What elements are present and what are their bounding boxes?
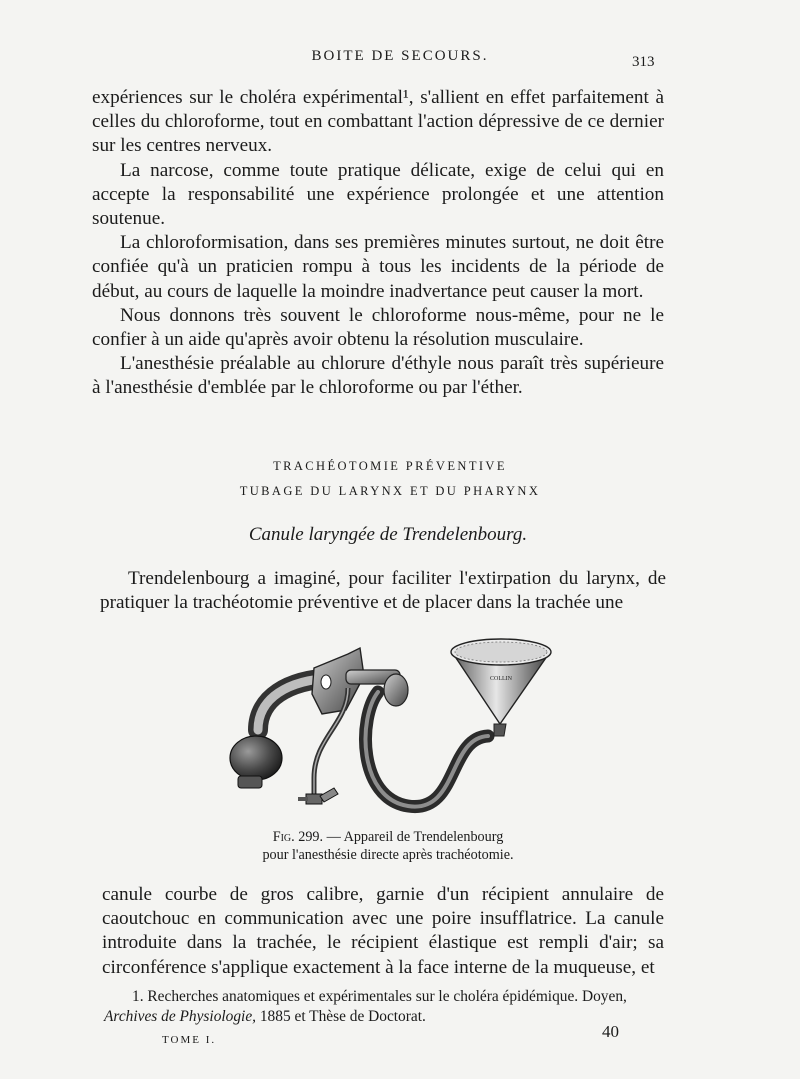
paragraph: canule courbe de gros calibre, garnie d'un récipient annulaire de caoutchouc en communication avec une poire insufflatrice. La canule introduite dans la trachée, le récipient élastique est rempli d'air; sa circonférence s'applique exactement à la face interne de la muqueuse, et	[102, 884, 664, 978]
figure-label: Fig. 299.	[272, 829, 324, 845]
figure-caption-text: — Appareil de Trendelenbourg	[323, 829, 504, 845]
connector-joint	[384, 674, 408, 706]
running-title: BOITE DE SECOURS.	[311, 48, 489, 64]
top-text-block	[92, 86, 664, 401]
flexible-hose	[366, 692, 488, 807]
figure-caption-line2: pour l'anesthésie directe après trachéotomie.	[262, 847, 514, 863]
middle-text-block	[100, 567, 666, 615]
paragraph: expériences sur le choléra expérimental¹, s'allient en effet parfaitement à celles du chloroforme, tout en combattant l'action dépressive de ce dernier sur les centres nerveux.	[92, 87, 664, 157]
section-heading-2: TUBAGE DU LARYNX ET DU PHARYNX	[239, 484, 541, 498]
figure-caption-line1	[0, 829, 776, 846]
paragraph: L'anesthésie préalable au chlorure d'éthyle nous paraît très supérieure à l'anesthésie d'emblée par le chloroforme ou par l'éther.	[92, 353, 664, 399]
trendelenburg-apparatus-figure	[228, 628, 568, 824]
stopcock	[298, 788, 338, 804]
paragraph: La narcose, comme toute pratique délicate, exige de celui qui en accepte la responsabilité une expérience prolongée et une attention soutenue.	[92, 159, 664, 230]
footnote-line2: 1885 et Thèse de Doctorat.	[256, 1008, 426, 1025]
bottom-text-block	[102, 883, 664, 980]
footnote-journal: Archives de Physiologie,	[104, 1008, 257, 1025]
rubber-balloon	[230, 736, 282, 780]
apparatus-illustration	[228, 628, 568, 824]
subsection-title: Canule laryngée de Trendelenbourg.	[248, 524, 528, 545]
footnote	[104, 987, 680, 1027]
page-number: 313	[632, 54, 655, 70]
footnote-line1: 1. Recherches anatomiques et expérimentales sur le choléra épidémique. Doyen,	[132, 988, 627, 1005]
sheet-number: 40	[602, 1022, 619, 1041]
paragraph: Trendelenbourg a imaginé, pour faciliter l'extirpation du larynx, de pratiquer la trachéotomie préventive et de placer dans la trachée une	[100, 568, 666, 614]
paragraph: Nous donnons très souvent le chloroforme nous-même, pour ne le confier à un aide qu'après avoir obtenu la résolution musculaire.	[92, 304, 664, 351]
maker-mark: COLLIN	[490, 676, 512, 682]
signature-mark: TOME I.	[162, 1034, 217, 1046]
section-heading-1: TRACHÉOTOMIE PRÉVENTIVE	[273, 459, 507, 473]
paragraph: La chloroformisation, dans ses premières minutes surtout, ne doit être confiée qu'à un praticien rompu à tous les incidents de la période de début, au cours de laquelle la moindre inadvertance peut causer la mort.	[92, 232, 664, 302]
